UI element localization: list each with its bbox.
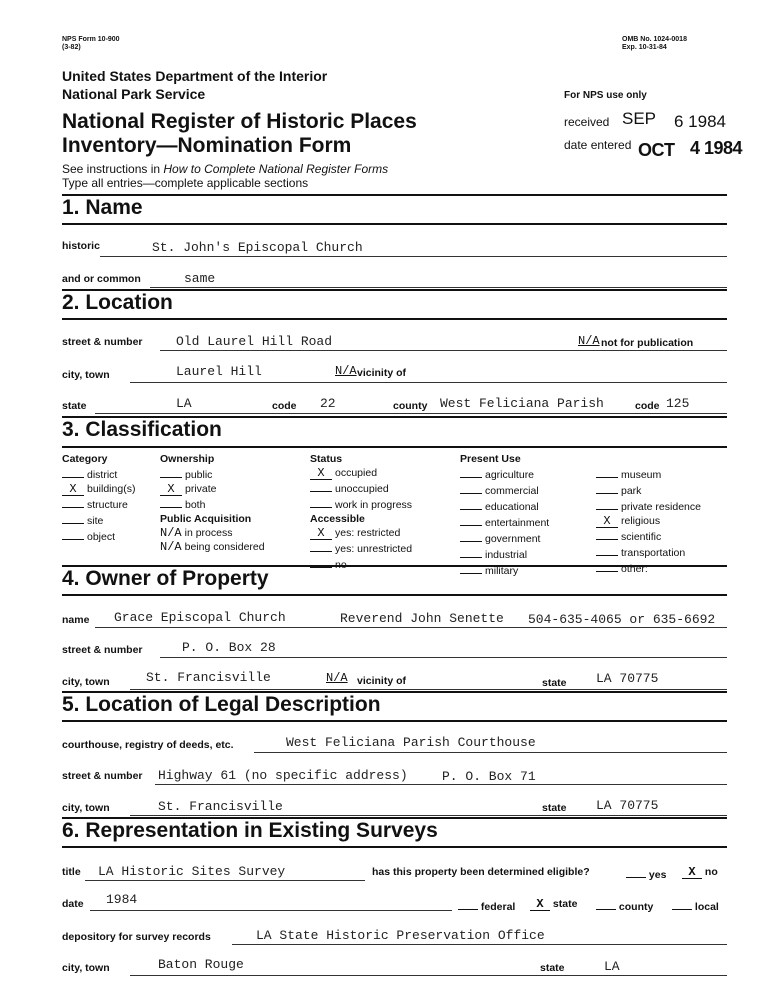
- category-district-mark[interactable]: [62, 466, 84, 478]
- received-day: 6 1984: [674, 112, 726, 131]
- accessible-restricted[interactable]: [310, 526, 412, 540]
- level-state-option[interactable]: [530, 898, 577, 911]
- category-district-label: district: [87, 469, 118, 481]
- use-industrial[interactable]: [460, 546, 549, 562]
- level-local-label: local: [694, 901, 719, 913]
- level-local-mark[interactable]: [672, 898, 692, 910]
- status-occupied[interactable]: [310, 466, 412, 480]
- expiration-date: Exp. 10-31-84: [622, 44, 667, 51]
- section2-bottom-rule: [62, 318, 727, 320]
- category-structure-label: structure: [87, 499, 128, 511]
- owner-name-underline: [95, 627, 727, 628]
- use-other-label: other:: [621, 563, 648, 575]
- use-transportation[interactable]: [596, 544, 701, 560]
- depository-city-label: city, town: [62, 962, 110, 974]
- acquisition-being-considered[interactable]: [160, 540, 265, 554]
- survey-date-underline: [90, 910, 452, 911]
- common-name-field[interactable]: same: [184, 271, 216, 286]
- owner-street-underline: [160, 657, 727, 658]
- category-object-label: object: [87, 531, 116, 543]
- use-agriculture[interactable]: [460, 466, 549, 482]
- use-government-mark[interactable]: [460, 530, 482, 542]
- legal-street-underline: [155, 784, 727, 785]
- accessible-heading: Accessible: [310, 513, 365, 525]
- omb-number: OMB No. 1024-0018: [622, 36, 687, 43]
- entered-month: OCT: [638, 140, 675, 160]
- ownership-both-label: both: [185, 499, 206, 511]
- present-use-heading: Present Use: [460, 453, 521, 465]
- department-name: United States Department of the Interior: [62, 68, 328, 84]
- category-structure-mark[interactable]: [62, 496, 84, 508]
- date-entered-label: date entered: [564, 138, 632, 152]
- use-agriculture-label: agriculture: [485, 469, 535, 481]
- accessible-restricted-mark[interactable]: X: [310, 528, 332, 540]
- legal-box-field[interactable]: P. O. Box 71: [442, 769, 536, 784]
- present-use-column-a: [460, 452, 549, 578]
- not-for-publication-mark[interactable]: N/A: [578, 334, 600, 348]
- depository-state-field[interactable]: LA: [604, 959, 620, 974]
- eligible-yes-option[interactable]: [626, 866, 666, 881]
- section1-title: 1. Name: [62, 196, 143, 219]
- use-transportation-label: transportation: [621, 547, 686, 559]
- section5-title: 5. Location of Legal Description: [62, 693, 381, 716]
- use-educational[interactable]: [460, 498, 549, 514]
- level-county-mark[interactable]: [596, 898, 616, 910]
- eligible-yes-mark[interactable]: [626, 866, 646, 878]
- accessible-no-label: no: [335, 559, 347, 571]
- legal-city-label: city, town: [62, 802, 110, 814]
- eligible-no-mark[interactable]: X: [682, 867, 702, 879]
- depository-underline: [232, 944, 727, 945]
- section3-title: 3. Classification: [62, 418, 222, 441]
- level-federal-label: federal: [480, 901, 516, 913]
- section3-bottom-rule: [62, 446, 727, 448]
- section4-title: 4. Owner of Property: [62, 567, 269, 590]
- acquisition-in-process-mark[interactable]: N/A: [160, 526, 182, 540]
- ownership-column: [160, 452, 265, 554]
- level-federal-option[interactable]: [458, 898, 515, 913]
- use-educational-mark[interactable]: [460, 498, 482, 510]
- eligible-question: has this property been determined eligible?: [372, 866, 590, 878]
- use-government-label: government: [485, 533, 541, 545]
- level-state-mark[interactable]: X: [530, 899, 550, 911]
- use-industrial-label: industrial: [485, 549, 528, 561]
- state-code-label: code: [272, 400, 297, 412]
- level-county-label: county: [618, 901, 654, 913]
- category-site-label: site: [87, 515, 104, 527]
- state-code-field[interactable]: 22: [320, 396, 336, 411]
- category-structure[interactable]: [62, 496, 135, 512]
- owner-state-field[interactable]: LA 70775: [596, 671, 659, 686]
- accessible-unrestricted-label: yes: unrestricted: [335, 543, 413, 555]
- use-museum-mark[interactable]: [596, 466, 618, 478]
- owner-name-field[interactable]: Grace Episcopal Church: [114, 610, 286, 625]
- status-work-mark[interactable]: [310, 496, 332, 508]
- use-commercial[interactable]: [460, 482, 549, 498]
- category-object[interactable]: [62, 528, 135, 544]
- historic-label: historic: [62, 240, 100, 252]
- legal-city-field[interactable]: St. Francisville: [158, 799, 283, 814]
- legal-street-label: street & number: [62, 770, 143, 782]
- status-heading: Status: [310, 453, 343, 465]
- accessible-restricted-label: yes: restricted: [335, 527, 401, 539]
- use-religious-label: religious: [621, 515, 661, 527]
- owner-city-label: city, town: [62, 676, 110, 688]
- depository-state-label: state: [540, 962, 565, 974]
- section6-bottom-rule: [62, 846, 727, 848]
- category-district[interactable]: [62, 466, 135, 482]
- status-unoccupied-mark[interactable]: [310, 480, 332, 492]
- use-government[interactable]: [460, 530, 549, 546]
- common-name-label: and or common: [62, 273, 141, 285]
- owner-contact-field[interactable]: Reverend John Senette: [340, 611, 504, 626]
- street-number-field[interactable]: Old Laurel Hill Road: [176, 334, 333, 349]
- present-use-column-b: [596, 466, 701, 576]
- service-name: National Park Service: [62, 86, 206, 102]
- legal-street-field[interactable]: Highway 61 (no specific address): [158, 768, 408, 783]
- category-heading: Category: [62, 453, 108, 465]
- instructions-line2: Type all entries—complete applicable sections: [62, 176, 309, 190]
- city-town-field[interactable]: Laurel Hill: [176, 364, 262, 379]
- vicinity-mark[interactable]: N/A: [335, 364, 357, 378]
- survey-title-underline: [85, 880, 365, 881]
- state-underline: [95, 413, 727, 414]
- use-commercial-mark[interactable]: [460, 482, 482, 494]
- acquisition-in-process-label: in process: [184, 527, 233, 539]
- eligible-no-option[interactable]: [682, 866, 718, 879]
- use-transportation-mark[interactable]: [596, 544, 618, 556]
- ownership-public-mark[interactable]: [160, 466, 182, 478]
- category-object-mark[interactable]: [62, 528, 84, 540]
- use-entertainment-label: entertainment: [485, 517, 550, 529]
- courthouse-underline: [254, 752, 727, 753]
- state-field[interactable]: LA: [176, 396, 192, 411]
- section2-title: 2. Location: [62, 291, 173, 314]
- level-county-option[interactable]: [596, 898, 653, 913]
- owner-phone-field[interactable]: 504-635-4065 or 635-6692: [528, 612, 716, 627]
- category-site[interactable]: [62, 512, 135, 528]
- use-scientific-label: scientific: [621, 531, 662, 543]
- legal-city-underline: [130, 815, 727, 816]
- owner-street-field[interactable]: P. O. Box 28: [182, 640, 276, 655]
- category-buildings-mark[interactable]: X: [62, 484, 84, 496]
- form-date: (3-82): [62, 44, 81, 51]
- ownership-public-label: public: [185, 469, 213, 481]
- form-title-line1: National Register of Historic Places: [62, 110, 417, 133]
- not-for-publication-label: not for publication: [601, 337, 694, 349]
- acquisition-considered-mark[interactable]: N/A: [160, 540, 182, 554]
- use-residence-mark[interactable]: [596, 498, 618, 510]
- acquisition-in-process[interactable]: [160, 526, 265, 540]
- use-educational-label: educational: [485, 501, 539, 513]
- section1-bottom-rule: [62, 223, 727, 225]
- received-label: received: [564, 115, 610, 129]
- legal-state-label: state: [542, 802, 567, 814]
- owner-street-label: street & number: [62, 644, 143, 656]
- use-park-mark[interactable]: [596, 482, 618, 494]
- use-residence-label: private residence: [621, 501, 701, 513]
- use-scientific-mark[interactable]: [596, 528, 618, 540]
- category-buildings[interactable]: [62, 482, 135, 496]
- ownership-heading: Ownership: [160, 453, 215, 465]
- accessible-unrestricted-mark[interactable]: [310, 540, 332, 552]
- ownership-private-label: private: [185, 483, 217, 495]
- use-military-mark[interactable]: [460, 562, 482, 574]
- use-religious[interactable]: [596, 514, 701, 528]
- historic-underline: [100, 256, 727, 257]
- survey-date-field[interactable]: 1984: [106, 892, 138, 907]
- owner-name-label: name: [62, 614, 90, 626]
- use-industrial-mark[interactable]: [460, 546, 482, 558]
- instructions-prefix: See instructions in: [62, 162, 164, 176]
- vicinity-label: vicinity of: [357, 367, 407, 379]
- use-military-label: military: [485, 565, 519, 577]
- county-field[interactable]: West Feliciana Parish: [440, 396, 604, 411]
- county-code-label: code: [635, 400, 660, 412]
- eligible-yes-label: yes: [648, 869, 667, 881]
- entered-day: 4 1984: [690, 138, 743, 158]
- ownership-private[interactable]: [160, 482, 265, 496]
- city-underline: [130, 382, 727, 383]
- accessible-unrestricted[interactable]: [310, 540, 412, 556]
- ownership-both-mark[interactable]: [160, 496, 182, 508]
- section6-title: 6. Representation in Existing Surveys: [62, 819, 438, 842]
- ownership-both[interactable]: [160, 496, 265, 512]
- owner-city-field[interactable]: St. Francisville: [146, 670, 271, 685]
- use-agriculture-mark[interactable]: [460, 466, 482, 478]
- level-local-option[interactable]: [672, 898, 719, 913]
- courthouse-label: courthouse, registry of deeds, etc.: [62, 739, 234, 751]
- category-site-mark[interactable]: [62, 512, 84, 524]
- owner-vicinity-label: vicinity of: [357, 675, 407, 687]
- use-other[interactable]: [596, 560, 701, 576]
- legal-state-field[interactable]: LA 70775: [596, 798, 659, 813]
- use-religious-mark[interactable]: X: [596, 516, 618, 528]
- eligible-no-label: no: [704, 866, 718, 878]
- received-month: SEP: [622, 109, 657, 128]
- owner-vicinity-mark[interactable]: N/A: [326, 671, 348, 685]
- depository-city-underline: [130, 975, 727, 976]
- form-title-line2: Inventory—Nomination Form: [62, 134, 352, 157]
- status-occupied-mark[interactable]: X: [310, 468, 332, 480]
- common-underline: [150, 287, 727, 288]
- category-column: [62, 452, 135, 544]
- depository-label: depository for survey records: [62, 931, 211, 943]
- section4-bottom-rule: [62, 594, 727, 596]
- use-entertainment[interactable]: [460, 514, 549, 530]
- form-number: NPS Form 10-900: [62, 36, 120, 43]
- section5-bottom-rule: [62, 720, 727, 722]
- owner-state-label: state: [542, 677, 567, 689]
- county-label: county: [393, 400, 428, 412]
- street-underline: [160, 350, 727, 351]
- status-column: [310, 452, 412, 572]
- use-entertainment-mark[interactable]: [460, 514, 482, 526]
- ownership-public[interactable]: [160, 466, 265, 482]
- use-scientific[interactable]: [596, 528, 701, 544]
- use-museum-label: museum: [621, 469, 662, 481]
- status-unoccupied[interactable]: [310, 480, 412, 496]
- level-state-label: state: [552, 898, 578, 910]
- city-town-label: city, town: [62, 369, 110, 381]
- status-unoccupied-label: unoccupied: [335, 483, 389, 495]
- courthouse-field[interactable]: West Feliciana Parish Courthouse: [286, 735, 536, 750]
- category-buildings-label: building(s): [87, 483, 136, 495]
- use-park-label: park: [621, 485, 642, 497]
- survey-title-field[interactable]: LA Historic Sites Survey: [98, 864, 286, 879]
- acquisition-heading: Public Acquisition: [160, 513, 252, 525]
- status-occupied-label: occupied: [335, 467, 378, 479]
- state-label: state: [62, 400, 87, 412]
- use-museum[interactable]: [596, 466, 701, 482]
- instructions-line: [62, 162, 388, 176]
- survey-title-label: title: [62, 866, 81, 878]
- level-federal-mark[interactable]: [458, 898, 478, 910]
- historic-name-field[interactable]: St. John's Episcopal Church: [152, 240, 363, 255]
- section1-top-rule: [62, 194, 727, 196]
- accessible-no[interactable]: [310, 556, 412, 572]
- depository-field[interactable]: LA State Historic Preservation Office: [256, 928, 545, 943]
- status-work-in-progress[interactable]: [310, 496, 412, 512]
- ownership-private-mark[interactable]: X: [160, 484, 182, 496]
- depository-city-field[interactable]: Baton Rouge: [158, 957, 244, 972]
- instructions-reference: How to Complete National Register Forms: [163, 162, 389, 176]
- street-number-label: street & number: [62, 336, 143, 348]
- use-private-residence[interactable]: [596, 498, 701, 514]
- use-commercial-label: commercial: [485, 485, 539, 497]
- use-park[interactable]: [596, 482, 701, 498]
- acquisition-considered-label: being considered: [184, 541, 265, 553]
- owner-city-underline: [130, 689, 727, 690]
- nps-use-label: For NPS use only: [564, 90, 647, 101]
- survey-date-label: date: [62, 898, 84, 910]
- county-code-field[interactable]: 125: [666, 396, 690, 411]
- status-work-label: work in progress: [335, 499, 413, 511]
